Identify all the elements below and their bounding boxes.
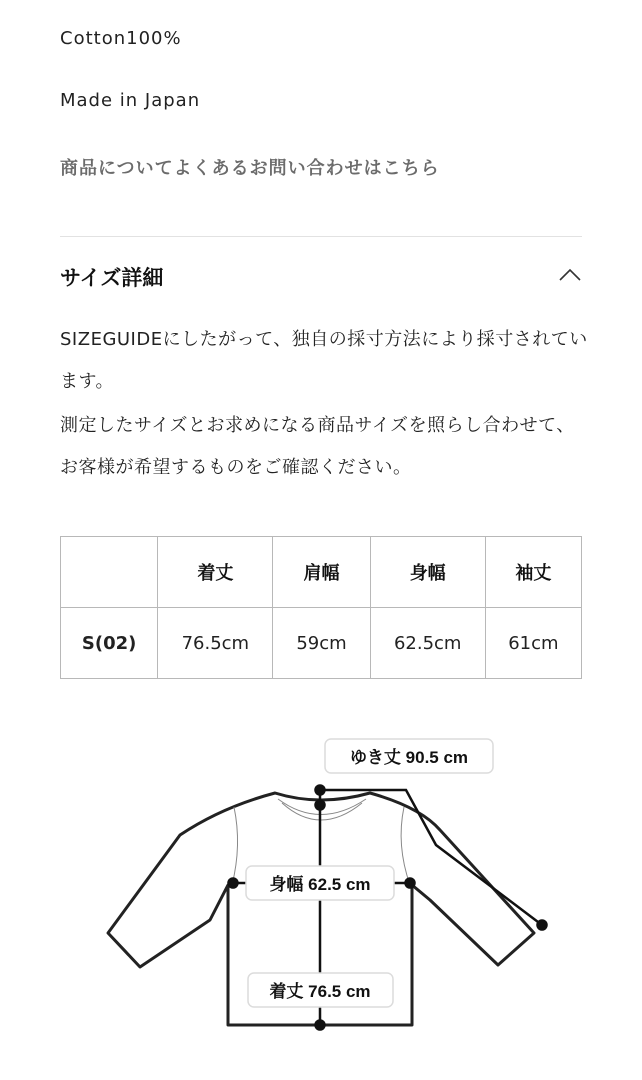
table-header-cell: 身幅: [370, 537, 485, 608]
size-section-title: サイズ詳細: [60, 266, 164, 290]
sleeve-length-label: [325, 739, 493, 773]
table-header-cell: 肩幅: [273, 537, 370, 608]
table-cell: 59cm: [273, 608, 370, 679]
table-cell: 62.5cm: [370, 608, 485, 679]
section-divider: [60, 236, 582, 237]
size-table: [60, 536, 582, 679]
table-cell: 76.5cm: [158, 608, 273, 679]
body-length-label: [248, 973, 393, 1007]
size-section-toggle[interactable]: [558, 262, 582, 286]
table-header-row: [61, 537, 582, 608]
measurement-diagram: [0, 735, 642, 1080]
chest-width-label: [246, 866, 394, 900]
svg-text:ゆき丈 90.5 cm: ゆき丈 90.5 cm: [349, 748, 469, 767]
faq-link[interactable]: 商品についてよくあるお問い合わせはこちら: [60, 158, 440, 179]
table-cell: 61cm: [485, 608, 581, 679]
table-header-cell: 着丈: [158, 537, 273, 608]
origin-text: Made in Japan: [60, 90, 201, 111]
table-row: [61, 608, 582, 679]
size-check-paragraph: 測定したサイズとお求めになる商品サイズを照らし合わせて、お客様が希望するものをご確認ください。: [60, 415, 575, 478]
svg-text:身幅 62.5 cm: 身幅 62.5 cm: [269, 875, 371, 894]
table-header-cell: [61, 537, 158, 608]
material-text: Cotton100%: [60, 28, 182, 49]
svg-text:着丈 76.5 cm: 着丈 76.5 cm: [269, 982, 371, 1001]
chevron-up-icon: [558, 262, 582, 286]
table-header-cell: 袖丈: [485, 537, 581, 608]
size-label-cell: S(02): [61, 608, 158, 679]
size-guide-paragraph: SIZEGUIDEにしたがって、独自の採寸方法により採寸されています。: [60, 329, 588, 392]
